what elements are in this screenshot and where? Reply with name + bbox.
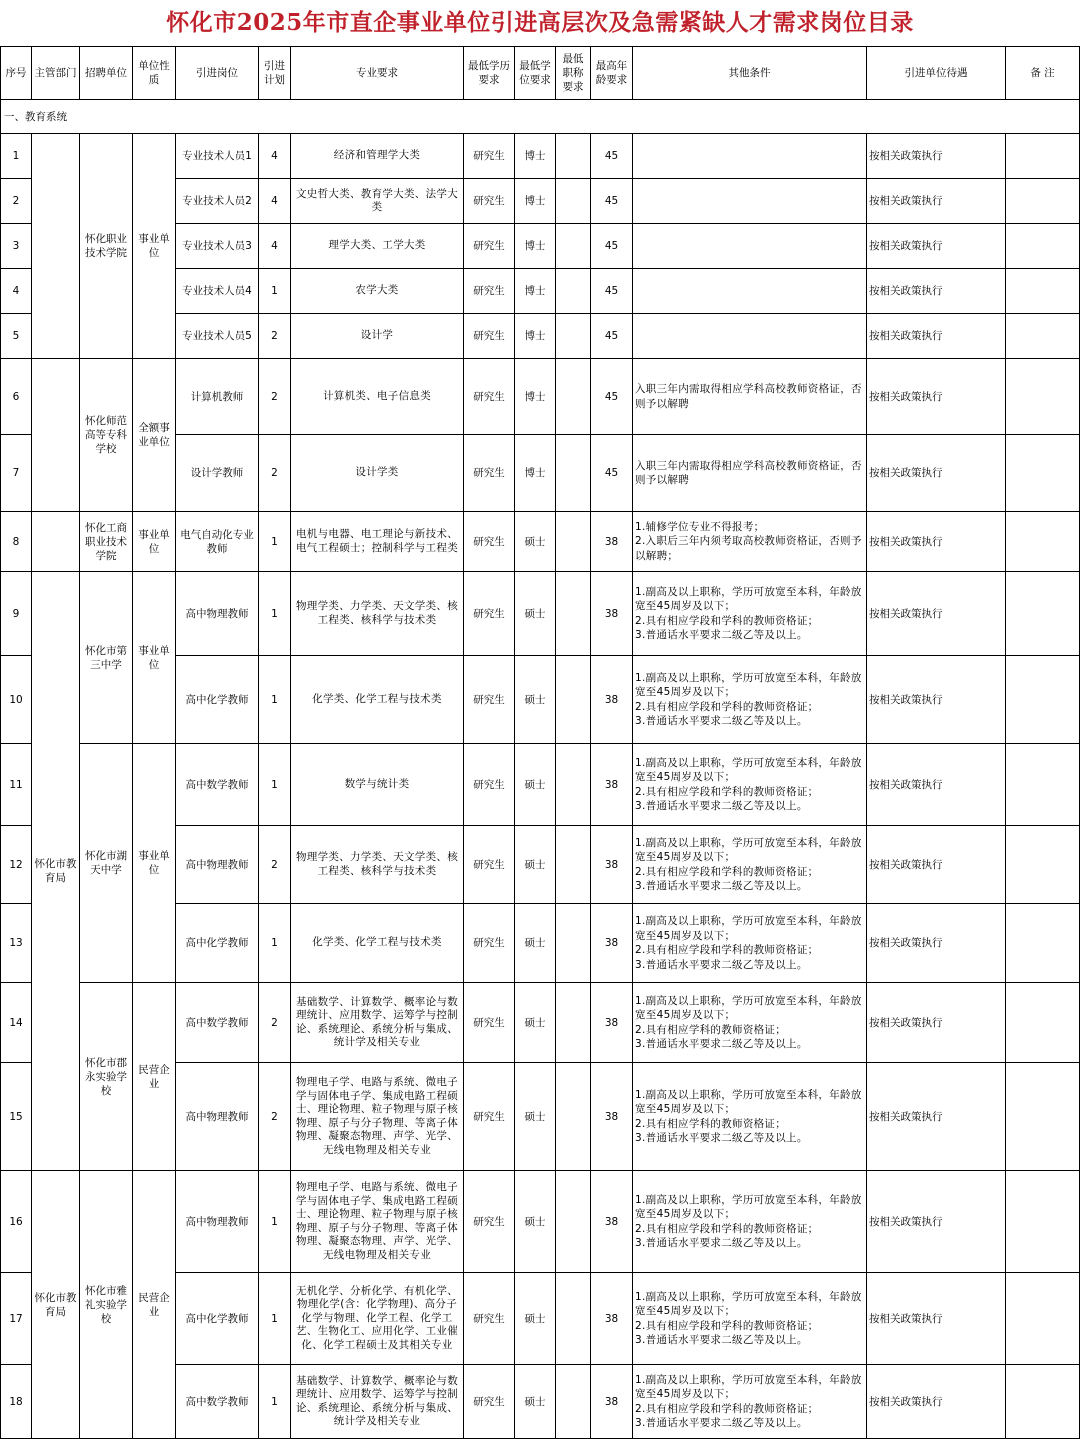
- edu-cell: 研究生: [464, 1063, 515, 1171]
- plan-cell: 1: [259, 744, 291, 826]
- age-cell: 38: [591, 572, 633, 656]
- seq-cell: 2: [1, 179, 32, 224]
- degree-cell: 博士: [515, 314, 556, 359]
- treatment-cell: 按相关政策执行: [867, 1063, 1006, 1171]
- major-cell: 化学类、化学工程与技术类: [291, 904, 464, 983]
- title-cell: [556, 572, 591, 656]
- plan-cell: 4: [259, 134, 291, 179]
- table-row: [1, 744, 1080, 826]
- major-cell: 电机与电器、电工理论与新技术、电气工程硕士；控制科学与工程类: [291, 512, 464, 572]
- degree-cell: 硕士: [515, 904, 556, 983]
- post-cell: 高中物理教师: [176, 1171, 259, 1273]
- unit-cell: 怀化师范高等专科学校: [80, 359, 133, 512]
- nature-cell: 全额事业单位: [133, 359, 176, 512]
- plan-cell: 2: [259, 1063, 291, 1171]
- major-cell: 计算机类、电子信息类: [291, 359, 464, 435]
- plan-cell: 1: [259, 904, 291, 983]
- edu-cell: 研究生: [464, 179, 515, 224]
- col-degree: 最低学位要求: [515, 47, 556, 100]
- seq-cell: 18: [1, 1365, 32, 1439]
- degree-cell: 硕士: [515, 1365, 556, 1439]
- table-row: [1, 512, 1080, 572]
- other-conditions-cell: 1.副高及以上职称，学历可放宽至本科，年龄放宽至45周岁及以下； 2.具有相应学段和学科的教师资格证； 3.普通话水平要求二级乙等及以上。: [633, 826, 867, 904]
- major-cell: 设计学类: [291, 435, 464, 512]
- age-cell: 38: [591, 1273, 633, 1365]
- title-cell: [556, 1171, 591, 1273]
- age-cell: 45: [591, 314, 633, 359]
- plan-cell: 4: [259, 224, 291, 269]
- treatment-cell: 按相关政策执行: [867, 983, 1006, 1063]
- table-row: [1, 1171, 1080, 1273]
- title-cell: [556, 656, 591, 744]
- post-cell: 电气自动化专业教师: [176, 512, 259, 572]
- unit-cell: 怀化市湖天中学: [80, 744, 133, 983]
- other-conditions-cell: 入职三年内需取得相应学科高校教师资格证，否则予以解聘: [633, 435, 867, 512]
- major-cell: 理学大类、工学大类: [291, 224, 464, 269]
- title-cell: [556, 314, 591, 359]
- nature-cell: 民营企业: [133, 1171, 176, 1439]
- note-cell: [1006, 1063, 1080, 1171]
- nature-cell: 事业单位: [133, 134, 176, 359]
- treatment-cell: 按相关政策执行: [867, 572, 1006, 656]
- other-conditions-cell: 1.辅修学位专业不得报考； 2.入职后三年内须考取高校教师资格证，否则予以解聘；: [633, 512, 867, 572]
- treatment-cell: 按相关政策执行: [867, 512, 1006, 572]
- seq-cell: 12: [1, 826, 32, 904]
- degree-cell: 硕士: [515, 572, 556, 656]
- plan-cell: 1: [259, 1365, 291, 1439]
- treatment-cell: 按相关政策执行: [867, 179, 1006, 224]
- plan-cell: 1: [259, 1171, 291, 1273]
- edu-cell: 研究生: [464, 435, 515, 512]
- title-cell: [556, 512, 591, 572]
- plan-cell: 1: [259, 512, 291, 572]
- title-cell: [556, 744, 591, 826]
- other-conditions-cell: 1.副高及以上职称，学历可放宽至本科，年龄放宽至45周岁及以下； 2.具有相应学科的教师资格证； 3.普通话水平要求二级乙等及以上。: [633, 1063, 867, 1171]
- note-cell: [1006, 435, 1080, 512]
- edu-cell: 研究生: [464, 314, 515, 359]
- degree-cell: 硕士: [515, 656, 556, 744]
- treatment-cell: 按相关政策执行: [867, 826, 1006, 904]
- age-cell: 38: [591, 512, 633, 572]
- major-cell: 基础数学、计算数学、概率论与数理统计、应用数学、运筹学与控制论、系统理论、系统分析与集成、统计学及相关专业: [291, 1365, 464, 1439]
- title-cell: [556, 826, 591, 904]
- major-cell: 基础数学、计算数学、概率论与数理统计、应用数学、运筹学与控制论、系统理论、系统分析与集成、统计学及相关专业: [291, 983, 464, 1063]
- degree-cell: 硕士: [515, 744, 556, 826]
- post-cell: 高中数学教师: [176, 983, 259, 1063]
- post-cell: 专业技术人员3: [176, 224, 259, 269]
- post-cell: 高中物理教师: [176, 1063, 259, 1171]
- major-cell: 农学大类: [291, 269, 464, 314]
- post-cell: 高中物理教师: [176, 826, 259, 904]
- age-cell: 38: [591, 1063, 633, 1171]
- seq-cell: 4: [1, 269, 32, 314]
- edu-cell: 研究生: [464, 1365, 515, 1439]
- other-conditions-cell: 1.副高及以上职称，学历可放宽至本科，年龄放宽至45周岁及以下； 2.具有相应学段和学科的教师资格证； 3.普通话水平要求二级乙等及以上。: [633, 904, 867, 983]
- table-row: [1, 134, 1080, 179]
- seq-cell: 5: [1, 314, 32, 359]
- seq-cell: 15: [1, 1063, 32, 1171]
- major-cell: 化学类、化学工程与技术类: [291, 656, 464, 744]
- title-cell: [556, 179, 591, 224]
- note-cell: [1006, 512, 1080, 572]
- col-unit: 招聘单位: [80, 47, 133, 100]
- unit-cell: 怀化市第三中学: [80, 572, 133, 744]
- page-title: 怀化市2025年市直企事业单位引进高层次及急需紧缺人才需求岗位目录: [166, 9, 914, 36]
- table-row: [1, 983, 1080, 1063]
- major-cell: 数学与统计类: [291, 744, 464, 826]
- treatment-cell: 按相关政策执行: [867, 1365, 1006, 1439]
- positions-table: [0, 46, 1080, 1439]
- other-conditions-cell: [633, 134, 867, 179]
- col-major: 专业要求: [291, 47, 464, 100]
- treatment-cell: 按相关政策执行: [867, 269, 1006, 314]
- title-cell: [556, 1273, 591, 1365]
- title-cell: [556, 359, 591, 435]
- plan-cell: 4: [259, 179, 291, 224]
- degree-cell: 博士: [515, 224, 556, 269]
- other-conditions-cell: 入职三年内需取得相应学科高校教师资格证，否则予以解聘: [633, 359, 867, 435]
- edu-cell: 研究生: [464, 744, 515, 826]
- edu-cell: 研究生: [464, 826, 515, 904]
- treatment-cell: 按相关政策执行: [867, 744, 1006, 826]
- note-cell: [1006, 826, 1080, 904]
- seq-cell: 14: [1, 983, 32, 1063]
- other-conditions-cell: 1.副高及以上职称，学历可放宽至本科，年龄放宽至45周岁及以下； 2.具有相应学段和学科的教师资格证； 3.普通话水平要求二级乙等及以上。: [633, 744, 867, 826]
- seq-cell: 13: [1, 904, 32, 983]
- major-cell: 物理电子学、电路与系统、微电子学与固体电子学、集成电路工程硕士、理论物理、粒子物理与原子核物理、原子与分子物理、等离子体物理、凝聚态物理、声学、光学、无线电物理及相关专业: [291, 1063, 464, 1171]
- seq-cell: 16: [1, 1171, 32, 1273]
- title-cell: [556, 224, 591, 269]
- post-cell: 高中物理教师: [176, 572, 259, 656]
- other-conditions-cell: 1.副高及以上职称，学历可放宽至本科，年龄放宽至45周岁及以下； 2.具有相应学段和学科的教师资格证； 3.普通话水平要求二级乙等及以上。: [633, 1171, 867, 1273]
- age-cell: 38: [591, 1171, 633, 1273]
- note-cell: [1006, 359, 1080, 435]
- treatment-cell: 按相关政策执行: [867, 1273, 1006, 1365]
- col-age: 最高年龄要求: [591, 47, 633, 100]
- seq-cell: 10: [1, 656, 32, 744]
- post-cell: 高中化学教师: [176, 904, 259, 983]
- note-cell: [1006, 744, 1080, 826]
- seq-cell: 3: [1, 224, 32, 269]
- degree-cell: 博士: [515, 179, 556, 224]
- note-cell: [1006, 983, 1080, 1063]
- age-cell: 45: [591, 224, 633, 269]
- title-cell: [556, 983, 591, 1063]
- note-cell: [1006, 179, 1080, 224]
- other-conditions-cell: [633, 179, 867, 224]
- other-conditions-cell: 1.副高及以上职称，学历可放宽至本科，年龄放宽至45周岁及以下； 2.具有相应学段和学科的教师资格证； 3.普通话水平要求二级乙等及以上。: [633, 1365, 867, 1439]
- degree-cell: 博士: [515, 359, 556, 435]
- edu-cell: 研究生: [464, 224, 515, 269]
- age-cell: 38: [591, 1365, 633, 1439]
- degree-cell: 硕士: [515, 983, 556, 1063]
- section-row: [1, 100, 1080, 134]
- note-cell: [1006, 1273, 1080, 1365]
- seq-cell: 11: [1, 744, 32, 826]
- col-title: 最低职称要求: [556, 47, 591, 100]
- edu-cell: 研究生: [464, 269, 515, 314]
- title-cell: [556, 269, 591, 314]
- edu-cell: 研究生: [464, 1273, 515, 1365]
- seq-cell: 17: [1, 1273, 32, 1365]
- major-cell: 经济和管理学大类: [291, 134, 464, 179]
- edu-cell: 研究生: [464, 134, 515, 179]
- edu-cell: 研究生: [464, 1171, 515, 1273]
- other-conditions-cell: 1.副高及以上职称，学历可放宽至本科，年龄放宽至45周岁及以下； 2.具有相应学科的教师资格证； 3.普通话水平要求二级乙等及以上。: [633, 983, 867, 1063]
- title-cell: [556, 1365, 591, 1439]
- other-conditions-cell: 1.副高及以上职称，学历可放宽至本科，年龄放宽至45周岁及以下； 2.具有相应学段和学科的教师资格证； 3.普通话水平要求二级乙等及以上。: [633, 572, 867, 656]
- age-cell: 45: [591, 179, 633, 224]
- note-cell: [1006, 572, 1080, 656]
- other-conditions-cell: 1.副高及以上职称，学历可放宽至本科，年龄放宽至45周岁及以下； 2.具有相应学段和学科的教师资格证； 3.普通话水平要求二级乙等及以上。: [633, 1273, 867, 1365]
- section-label: 一、教育系统: [1, 100, 1080, 134]
- unit-cell: 怀化市郡永实验学校: [80, 983, 133, 1171]
- plan-cell: 2: [259, 826, 291, 904]
- age-cell: 38: [591, 904, 633, 983]
- note-cell: [1006, 269, 1080, 314]
- degree-cell: 硕士: [515, 1273, 556, 1365]
- plan-cell: 2: [259, 314, 291, 359]
- note-cell: [1006, 314, 1080, 359]
- major-cell: 无机化学、分析化学、有机化学、物理化学(含：化学物理)、高分子化学与物理、化学工程、化学工艺、生物化工、应用化学、工业催化、化学工程硕士及其相关专业: [291, 1273, 464, 1365]
- nature-cell: 事业单位: [133, 512, 176, 572]
- treatment-cell: 按相关政策执行: [867, 359, 1006, 435]
- treatment-cell: 按相关政策执行: [867, 435, 1006, 512]
- other-conditions-cell: [633, 269, 867, 314]
- degree-cell: 博士: [515, 269, 556, 314]
- seq-cell: 1: [1, 134, 32, 179]
- unit-cell: 怀化工商职业技术学院: [80, 512, 133, 572]
- post-cell: 专业技术人员1: [176, 134, 259, 179]
- edu-cell: 研究生: [464, 572, 515, 656]
- post-cell: 专业技术人员4: [176, 269, 259, 314]
- note-cell: [1006, 224, 1080, 269]
- post-cell: 高中化学教师: [176, 1273, 259, 1365]
- note-cell: [1006, 656, 1080, 744]
- col-dept: 主管部门: [32, 47, 80, 100]
- treatment-cell: 按相关政策执行: [867, 134, 1006, 179]
- plan-cell: 1: [259, 269, 291, 314]
- plan-cell: 2: [259, 359, 291, 435]
- seq-cell: 6: [1, 359, 32, 435]
- other-conditions-cell: [633, 314, 867, 359]
- unit-cell: 怀化职业技术学院: [80, 134, 133, 359]
- col-edu: 最低学历要求: [464, 47, 515, 100]
- plan-cell: 2: [259, 983, 291, 1063]
- col-plan: 引进计划: [259, 47, 291, 100]
- dept-cell: [32, 359, 80, 512]
- edu-cell: 研究生: [464, 512, 515, 572]
- seq-cell: 8: [1, 512, 32, 572]
- note-cell: [1006, 904, 1080, 983]
- treatment-cell: 按相关政策执行: [867, 224, 1006, 269]
- major-cell: 物理电子学、电路与系统、微电子学与固体电子学、集成电路工程硕士、理论物理、粒子物理与原子核物理、原子与分子物理、等离子体物理、凝聚态物理、声学、光学、无线电物理及相关专业: [291, 1171, 464, 1273]
- plan-cell: 1: [259, 572, 291, 656]
- age-cell: 38: [591, 744, 633, 826]
- table-row: [1, 572, 1080, 656]
- post-cell: 专业技术人员2: [176, 179, 259, 224]
- col-seq: 序号: [1, 47, 32, 100]
- age-cell: 38: [591, 983, 633, 1063]
- age-cell: 45: [591, 359, 633, 435]
- col-post: 引进岗位: [176, 47, 259, 100]
- plan-cell: 2: [259, 435, 291, 512]
- post-cell: 专业技术人员5: [176, 314, 259, 359]
- age-cell: 45: [591, 269, 633, 314]
- col-nature: 单位性质: [133, 47, 176, 100]
- seq-cell: 9: [1, 572, 32, 656]
- col-treatment: 引进单位待遇: [867, 47, 1006, 100]
- col-other: 其他条件: [633, 47, 867, 100]
- plan-cell: 1: [259, 1273, 291, 1365]
- note-cell: [1006, 1171, 1080, 1273]
- other-conditions-cell: 1.副高及以上职称，学历可放宽至本科，年龄放宽至45周岁及以下； 2.具有相应学段和学科的教师资格证； 3.普通话水平要求二级乙等及以上。: [633, 656, 867, 744]
- major-cell: 设计学: [291, 314, 464, 359]
- degree-cell: 博士: [515, 435, 556, 512]
- edu-cell: 研究生: [464, 656, 515, 744]
- nature-cell: 事业单位: [133, 572, 176, 744]
- age-cell: 38: [591, 826, 633, 904]
- age-cell: 38: [591, 656, 633, 744]
- edu-cell: 研究生: [464, 983, 515, 1063]
- nature-cell: 事业单位: [133, 744, 176, 983]
- note-cell: [1006, 1365, 1080, 1439]
- plan-cell: 1: [259, 656, 291, 744]
- degree-cell: 博士: [515, 134, 556, 179]
- dept-cell: 怀化市教育局: [32, 572, 80, 1171]
- treatment-cell: 按相关政策执行: [867, 1171, 1006, 1273]
- degree-cell: 硕士: [515, 1171, 556, 1273]
- treatment-cell: 按相关政策执行: [867, 314, 1006, 359]
- table-row: [1, 359, 1080, 435]
- age-cell: 45: [591, 435, 633, 512]
- note-cell: [1006, 134, 1080, 179]
- treatment-cell: 按相关政策执行: [867, 904, 1006, 983]
- major-cell: 物理学类、力学类、天文学类、核工程类、核科学与技术类: [291, 826, 464, 904]
- dept-cell: [32, 512, 80, 572]
- treatment-cell: 按相关政策执行: [867, 656, 1006, 744]
- title-cell: [556, 435, 591, 512]
- other-conditions-cell: [633, 224, 867, 269]
- edu-cell: 研究生: [464, 904, 515, 983]
- header-row: [1, 47, 1080, 100]
- seq-cell: 7: [1, 435, 32, 512]
- dept-cell: 怀化市教育局: [32, 1171, 80, 1439]
- post-cell: 计算机教师: [176, 359, 259, 435]
- title-cell: [556, 134, 591, 179]
- major-cell: 文史哲大类、教育学大类、法学大类: [291, 179, 464, 224]
- title-cell: [556, 1063, 591, 1171]
- nature-cell: 民营企业: [133, 983, 176, 1171]
- dept-cell: [32, 134, 80, 359]
- age-cell: 45: [591, 134, 633, 179]
- post-cell: 高中化学教师: [176, 656, 259, 744]
- degree-cell: 硕士: [515, 512, 556, 572]
- post-cell: 高中数学教师: [176, 744, 259, 826]
- post-cell: 设计学教师: [176, 435, 259, 512]
- major-cell: 物理学类、力学类、天文学类、核工程类、核科学与技术类: [291, 572, 464, 656]
- col-note: 备 注: [1006, 47, 1080, 100]
- edu-cell: 研究生: [464, 359, 515, 435]
- title-cell: [556, 904, 591, 983]
- degree-cell: 硕士: [515, 826, 556, 904]
- post-cell: 高中数学教师: [176, 1365, 259, 1439]
- unit-cell: 怀化市雅礼实验学校: [80, 1171, 133, 1439]
- degree-cell: 硕士: [515, 1063, 556, 1171]
